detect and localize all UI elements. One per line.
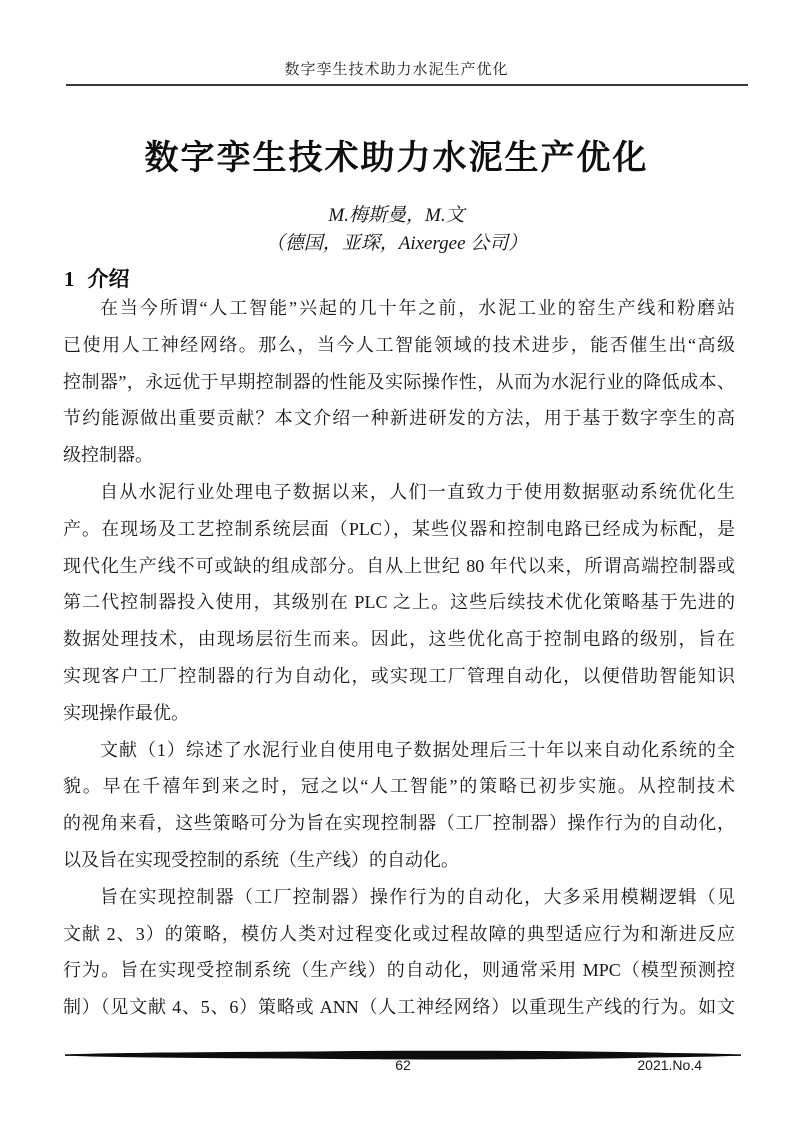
text-line: 自从水泥行业处理电子数据以来，人们一直致力于使用数据驱动系统优化生 xyxy=(100,481,735,502)
text-line: 实现操作最优。 xyxy=(63,702,189,723)
paragraph-3 xyxy=(63,732,735,879)
page-number: 62 xyxy=(395,1057,411,1073)
text-line: 现代化生产线不可或缺的组成部分。自从上世纪 80 年代以来，所谓高端控制器或 xyxy=(63,555,735,576)
section-title: 介绍 xyxy=(87,267,130,291)
article-body xyxy=(63,290,735,1026)
text-line: 已使用人工神经网络。那么，当今人工智能领域的技术进步，能否催生出“高级 xyxy=(63,334,735,355)
text-line: 行为。旨在实现受控制系统（生产线）的自动化，则通常采用 MPC（模型预测控 xyxy=(63,960,735,981)
text-line: 产。在现场及工艺控制系统层面（PLC），某些仪器和控制电路已经成为标配，是 xyxy=(63,518,735,539)
text-line: 的视角来看，这些策略可分为旨在实现控制器（工厂控制器）操作行为的自动化， xyxy=(63,813,735,834)
section-number: 1 xyxy=(64,267,75,291)
text-line: 旨在实现控制器（工厂控制器）操作行为的自动化，大多采用模糊逻辑（见 xyxy=(100,886,735,907)
text-line: 控制器”，永远优于早期控制器的性能及实际操作性，从而为水泥行业的降低成本、 xyxy=(63,371,735,392)
text-line: 实现客户工厂控制器的行为自动化，或实现工厂管理自动化，以便借助智能知识 xyxy=(63,665,735,686)
text-line: 以及旨在实现受控制的系统（生产线）的自动化。 xyxy=(63,849,459,870)
paragraph-4 xyxy=(63,879,735,1026)
text-line: 制）（见文献 4、5、6）策略或 ANN（人工神经网络）以重现生产线的行为。如文 xyxy=(63,997,735,1018)
text-line: 级控制器。 xyxy=(63,445,153,466)
section-heading xyxy=(64,263,130,293)
text-line: 在当今所谓“人工智能”兴起的几十年之前，水泥工业的窑生产线和粉磨站 xyxy=(100,298,735,318)
text-line: 数据处理技术，由现场层衍生而来。因此，这些优化高于控制电路的级别，旨在 xyxy=(63,629,735,650)
running-header-title: 数字孪生技术助力水泥生产优化 xyxy=(284,62,509,78)
article-title: 数字孪生技术助力水泥生产优化 xyxy=(144,140,649,177)
paragraph-1 xyxy=(63,290,735,474)
affiliation-line: （德国，亚琛，Aixergee 公司） xyxy=(265,233,528,254)
paragraph-2 xyxy=(63,474,735,732)
text-line: 节约能源做出重要贡献？本文介绍一种新进研发的方法，用于基于数字孪生的高 xyxy=(63,408,735,429)
text-line: 文献 2、3）的策略，模仿人类对过程变化或过程故障的典型适应行为和渐进反应 xyxy=(63,923,735,944)
text-line: 貌。早在千禧年到来之时，冠之以“人工智能”的策略已初步实施。从控制技术 xyxy=(63,776,735,797)
authors-line: M.梅斯曼，M.文 xyxy=(328,205,465,226)
issue-label: 2021.No.4 xyxy=(637,1057,702,1073)
header-rule xyxy=(66,84,748,86)
text-line: 文献（1）综述了水泥行业自使用电子数据处理后三十年以来自动化系统的全 xyxy=(100,739,735,760)
text-line: 第二代控制器投入使用，其级别在 PLC 之上。这些后续技术优化策略基于先进的 xyxy=(63,592,735,613)
